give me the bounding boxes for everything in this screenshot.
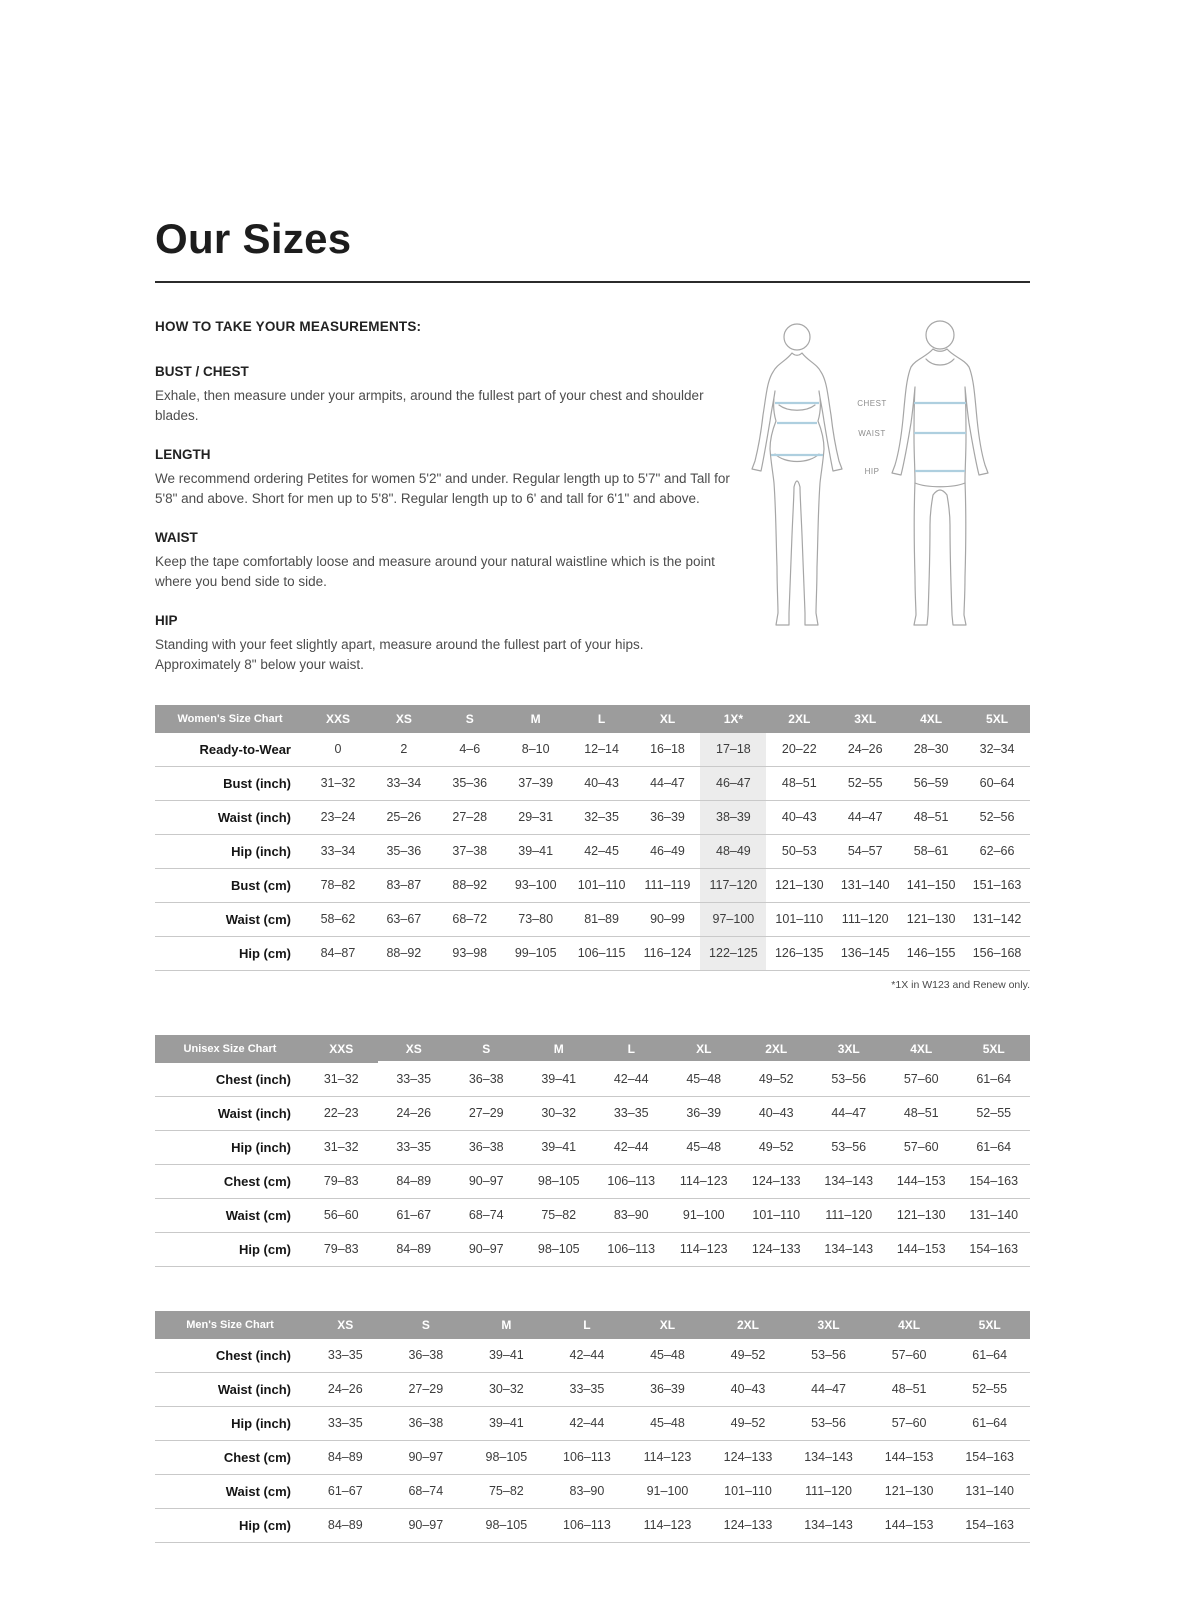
table-row: [155, 902, 1030, 936]
size-cell: 58–61: [898, 834, 964, 868]
row-label: Chest (cm): [155, 1164, 305, 1198]
size-cell: 151–163: [964, 868, 1030, 902]
size-column-header: XXS: [305, 1035, 378, 1063]
bust-chest-text: Exhale, then measure under your armpits, around the fullest part of your chest and shoulder blades.: [155, 388, 704, 423]
size-cell: 68–74: [386, 1474, 467, 1508]
table-row: [155, 1474, 1030, 1508]
size-cell: 131–140: [958, 1198, 1031, 1232]
size-cell: 49–52: [708, 1339, 789, 1373]
size-cell: 33–35: [595, 1096, 668, 1130]
size-cell: 75–82: [466, 1474, 547, 1508]
size-cell: 73–80: [503, 902, 569, 936]
size-cell: 134–143: [788, 1508, 869, 1542]
table-row: [155, 1508, 1030, 1542]
row-label: Hip (inch): [155, 1406, 305, 1440]
size-cell: 0: [305, 733, 371, 767]
size-cell: 36–38: [450, 1063, 523, 1097]
waist-block: [155, 530, 730, 591]
size-cell: 2: [371, 733, 437, 767]
size-cell: 24–26: [378, 1096, 451, 1130]
size-cell: 114–123: [668, 1164, 741, 1198]
size-cell: 81–89: [569, 902, 635, 936]
table-row: [155, 868, 1030, 902]
size-cell: 61–64: [949, 1406, 1030, 1440]
size-cell: 111–120: [788, 1474, 869, 1508]
size-cell: 116–124: [635, 936, 701, 970]
size-cell: 117–120: [700, 868, 766, 902]
size-cell: 48–51: [766, 766, 832, 800]
size-cell: 53–56: [813, 1063, 886, 1097]
size-cell: 61–64: [958, 1130, 1031, 1164]
size-cell: 111–120: [813, 1198, 886, 1232]
size-cell: 33–34: [305, 834, 371, 868]
size-cell: 22–23: [305, 1096, 378, 1130]
size-cell: 44–47: [813, 1096, 886, 1130]
size-cell: 50–53: [766, 834, 832, 868]
size-cell: 25–26: [371, 800, 437, 834]
size-cell: 33–35: [547, 1372, 628, 1406]
size-cell: 84–87: [305, 936, 371, 970]
size-column-header: 5XL: [958, 1035, 1031, 1063]
table-title: Women's Size Chart: [155, 705, 305, 733]
size-cell: 48–51: [898, 800, 964, 834]
size-cell: 99–105: [503, 936, 569, 970]
size-cell: 24–26: [832, 733, 898, 767]
size-column-header: M: [466, 1311, 547, 1339]
size-cell: 37–39: [503, 766, 569, 800]
size-cell: 106–113: [547, 1508, 628, 1542]
size-cell: 52–55: [949, 1372, 1030, 1406]
size-cell: 23–24: [305, 800, 371, 834]
size-cell: 42–44: [547, 1406, 628, 1440]
size-cell: 84–89: [378, 1164, 451, 1198]
size-cell: 32–34: [964, 733, 1030, 767]
size-cell: 124–133: [740, 1164, 813, 1198]
size-cell: 68–74: [450, 1198, 523, 1232]
size-cell: 54–57: [832, 834, 898, 868]
size-column-header: S: [450, 1035, 523, 1063]
size-cell: 97–100: [700, 902, 766, 936]
size-cell: 31–32: [305, 1130, 378, 1164]
size-cell: 141–150: [898, 868, 964, 902]
size-column-header: L: [595, 1035, 668, 1063]
size-cell: 46–49: [635, 834, 701, 868]
size-cell: 39–41: [466, 1406, 547, 1440]
size-cell: 49–52: [708, 1406, 789, 1440]
size-cell: 27–29: [386, 1372, 467, 1406]
bust-chest-block: [155, 364, 730, 425]
size-cell: 101–110: [766, 902, 832, 936]
row-label: Waist (cm): [155, 902, 305, 936]
size-cell: 58–62: [305, 902, 371, 936]
size-cell: 39–41: [523, 1130, 596, 1164]
size-column-header: L: [569, 705, 635, 733]
size-column-header: XS: [378, 1035, 451, 1063]
size-cell: 56–59: [898, 766, 964, 800]
size-cell: 91–100: [627, 1474, 708, 1508]
size-cell: 31–32: [305, 766, 371, 800]
size-cell: 91–100: [668, 1198, 741, 1232]
row-label: Hip (inch): [155, 834, 305, 868]
size-cell: 36–39: [668, 1096, 741, 1130]
table-row: [155, 1164, 1030, 1198]
size-cell: 42–45: [569, 834, 635, 868]
size-cell: 40–43: [766, 800, 832, 834]
size-cell: 154–163: [949, 1508, 1030, 1542]
title-divider: [155, 281, 1030, 283]
size-cell: 24–26: [305, 1372, 386, 1406]
size-cell: 144–153: [885, 1164, 958, 1198]
size-column-header: M: [503, 705, 569, 733]
size-cell: 101–110: [740, 1198, 813, 1232]
size-cell: 28–30: [898, 733, 964, 767]
size-cell: 79–83: [305, 1232, 378, 1266]
size-cell: 45–48: [668, 1130, 741, 1164]
size-cell: 46–47: [700, 766, 766, 800]
size-cell: 106–113: [595, 1164, 668, 1198]
size-cell: 131–142: [964, 902, 1030, 936]
size-cell: 84–89: [305, 1508, 386, 1542]
size-column-header: XL: [668, 1035, 741, 1063]
size-cell: 121–130: [898, 902, 964, 936]
size-cell: 121–130: [766, 868, 832, 902]
size-column-header: 2XL: [708, 1311, 789, 1339]
table-row: [155, 766, 1030, 800]
size-cell: 57–60: [885, 1130, 958, 1164]
size-cell: 124–133: [740, 1232, 813, 1266]
size-cell: 124–133: [708, 1508, 789, 1542]
size-cell: 36–38: [450, 1130, 523, 1164]
size-cell: 56–60: [305, 1198, 378, 1232]
measurement-figures: [730, 313, 1030, 675]
size-cell: 134–143: [813, 1232, 886, 1266]
size-cell: 106–115: [569, 936, 635, 970]
size-cell: 93–100: [503, 868, 569, 902]
size-cell: 12–14: [569, 733, 635, 767]
size-cell: 29–31: [503, 800, 569, 834]
size-cell: 98–105: [523, 1232, 596, 1266]
size-cell: 37–38: [437, 834, 503, 868]
size-cell: 93–98: [437, 936, 503, 970]
size-cell: 53–56: [788, 1406, 869, 1440]
unisex-size-chart-table: [155, 1035, 1030, 1267]
womens-size-chart-table: [155, 705, 1030, 971]
size-cell: 36–39: [635, 800, 701, 834]
size-cell: 146–155: [898, 936, 964, 970]
size-cell: 32–35: [569, 800, 635, 834]
size-cell: 53–56: [813, 1130, 886, 1164]
size-cell: 62–66: [964, 834, 1030, 868]
size-cell: 98–105: [466, 1508, 547, 1542]
size-cell: 44–47: [832, 800, 898, 834]
size-column-header: L: [547, 1311, 628, 1339]
size-cell: 27–28: [437, 800, 503, 834]
measurements-section: [155, 313, 1030, 675]
table-row: [155, 1406, 1030, 1440]
body-measurement-diagram: [730, 315, 1030, 655]
size-cell: 83–87: [371, 868, 437, 902]
size-cell: 78–82: [305, 868, 371, 902]
size-cell: 39–41: [466, 1339, 547, 1373]
size-column-header: M: [523, 1035, 596, 1063]
size-column-header: 4XL: [885, 1035, 958, 1063]
table-row: [155, 1096, 1030, 1130]
size-cell: 45–48: [627, 1406, 708, 1440]
size-cell: 30–32: [466, 1372, 547, 1406]
size-cell: 27–29: [450, 1096, 523, 1130]
size-cell: 154–163: [958, 1232, 1031, 1266]
hip-label: HIP: [864, 467, 880, 476]
size-cell: 134–143: [813, 1164, 886, 1198]
size-column-header: XS: [305, 1311, 386, 1339]
size-cell: 88–92: [371, 936, 437, 970]
size-cell: 156–168: [964, 936, 1030, 970]
section-heading: HOW TO TAKE YOUR MEASUREMENTS:: [155, 319, 422, 334]
size-cell: 40–43: [740, 1096, 813, 1130]
row-label: Waist (inch): [155, 1372, 305, 1406]
length-heading: LENGTH: [155, 447, 211, 463]
row-label: Waist (cm): [155, 1474, 305, 1508]
size-cell: 124–133: [708, 1440, 789, 1474]
size-cell: 44–47: [788, 1372, 869, 1406]
size-column-header: 1X*: [700, 705, 766, 733]
size-cell: 33–34: [371, 766, 437, 800]
size-cell: 131–140: [832, 868, 898, 902]
row-label: Hip (cm): [155, 1508, 305, 1542]
size-cell: 48–51: [869, 1372, 950, 1406]
row-label: Bust (inch): [155, 766, 305, 800]
size-cell: 84–89: [305, 1440, 386, 1474]
size-column-header: 4XL: [869, 1311, 950, 1339]
size-column-header: 3XL: [788, 1311, 869, 1339]
row-label: Bust (cm): [155, 868, 305, 902]
size-cell: 17–18: [700, 733, 766, 767]
size-cell: 42–44: [595, 1063, 668, 1097]
size-cell: 57–60: [869, 1406, 950, 1440]
size-cell: 111–120: [832, 902, 898, 936]
size-cell: 49–52: [740, 1130, 813, 1164]
size-cell: 90–97: [450, 1164, 523, 1198]
row-label: Waist (inch): [155, 800, 305, 834]
size-cell: 114–123: [627, 1508, 708, 1542]
size-cell: 42–44: [595, 1130, 668, 1164]
size-cell: 61–67: [305, 1474, 386, 1508]
size-cell: 57–60: [885, 1063, 958, 1097]
size-column-header: XS: [371, 705, 437, 733]
hip-text: Standing with your feet slightly apart, measure around the fullest part of your hips. Approximately 8" below your waist.: [155, 637, 644, 672]
table-row: [155, 1198, 1030, 1232]
chest-label: CHEST: [857, 399, 887, 408]
size-cell: 52–56: [964, 800, 1030, 834]
waist-label: WAIST: [858, 429, 886, 438]
male-figure-outline: [892, 321, 988, 625]
size-cell: 88–92: [437, 868, 503, 902]
mens-size-chart-table: [155, 1311, 1030, 1543]
size-cell: 45–48: [668, 1063, 741, 1097]
table-row: [155, 1440, 1030, 1474]
size-cell: 114–123: [668, 1232, 741, 1266]
table-row: [155, 1063, 1030, 1097]
size-cell: 36–39: [627, 1372, 708, 1406]
row-label: Chest (cm): [155, 1440, 305, 1474]
table-row: [155, 936, 1030, 970]
row-label: Hip (cm): [155, 1232, 305, 1266]
size-cell: 30–32: [523, 1096, 596, 1130]
size-cell: 49–52: [740, 1063, 813, 1097]
size-cell: 52–55: [832, 766, 898, 800]
hip-heading: HIP: [155, 613, 178, 629]
size-cell: 39–41: [503, 834, 569, 868]
size-column-header: 3XL: [832, 705, 898, 733]
size-cell: 101–110: [569, 868, 635, 902]
size-cell: 106–113: [547, 1440, 628, 1474]
size-cell: 84–89: [378, 1232, 451, 1266]
size-cell: 61–64: [958, 1063, 1031, 1097]
size-cell: 144–153: [885, 1232, 958, 1266]
size-column-header: 3XL: [813, 1035, 886, 1063]
size-cell: 36–38: [386, 1339, 467, 1373]
table-row: [155, 733, 1030, 767]
size-cell: 121–130: [869, 1474, 950, 1508]
size-cell: 83–90: [547, 1474, 628, 1508]
table-title: Unisex Size Chart: [155, 1035, 305, 1063]
waist-heading: WAIST: [155, 530, 198, 546]
table-row: [155, 1232, 1030, 1266]
size-cell: 154–163: [949, 1440, 1030, 1474]
size-cell: 144–153: [869, 1508, 950, 1542]
size-cell: 57–60: [869, 1339, 950, 1373]
row-label: Waist (inch): [155, 1096, 305, 1130]
size-cell: 90–99: [635, 902, 701, 936]
size-column-header: XL: [635, 705, 701, 733]
size-cell: 134–143: [788, 1440, 869, 1474]
size-column-header: S: [437, 705, 503, 733]
size-column-header: 2XL: [766, 705, 832, 733]
size-cell: 42–44: [547, 1339, 628, 1373]
table-row: [155, 1339, 1030, 1373]
size-cell: 68–72: [437, 902, 503, 936]
size-column-header: 5XL: [964, 705, 1030, 733]
table-row: [155, 800, 1030, 834]
size-cell: 45–48: [627, 1339, 708, 1373]
size-cell: 61–64: [949, 1339, 1030, 1373]
size-column-header: 2XL: [740, 1035, 813, 1063]
size-cell: 106–113: [595, 1232, 668, 1266]
row-label: Hip (inch): [155, 1130, 305, 1164]
bust-chest-heading: BUST / CHEST: [155, 364, 249, 379]
size-cell: 39–41: [523, 1063, 596, 1097]
row-label: Waist (cm): [155, 1198, 305, 1232]
size-cell: 101–110: [708, 1474, 789, 1508]
size-cell: 20–22: [766, 733, 832, 767]
length-text: We recommend ordering Petites for women 5'2" and under. Regular length up to 5'7" and Tall for 5'8" and above. Short for men up to 5'8". Regular length up to 6' and tall for 6'1" and above.: [155, 471, 730, 506]
table-title: Men's Size Chart: [155, 1311, 305, 1339]
size-cell: 98–105: [523, 1164, 596, 1198]
size-cell: 33–35: [378, 1130, 451, 1164]
table-footnote: *1X in W123 and Renew only.: [891, 978, 1030, 991]
size-column-header: XXS: [305, 705, 371, 733]
size-cell: 126–135: [766, 936, 832, 970]
size-cell: 48–49: [700, 834, 766, 868]
measurement-instructions: [155, 313, 730, 675]
size-cell: 144–153: [869, 1440, 950, 1474]
size-cell: 31–32: [305, 1063, 378, 1097]
size-cell: 38–39: [700, 800, 766, 834]
table-row: [155, 834, 1030, 868]
size-cell: 60–64: [964, 766, 1030, 800]
table-row: [155, 1130, 1030, 1164]
table-row: [155, 1372, 1030, 1406]
size-cell: 52–55: [958, 1096, 1031, 1130]
size-cell: 8–10: [503, 733, 569, 767]
size-cell: 131–140: [949, 1474, 1030, 1508]
size-cell: 48–51: [885, 1096, 958, 1130]
size-cell: 121–130: [885, 1198, 958, 1232]
row-label: Hip (cm): [155, 936, 305, 970]
size-cell: 90–97: [386, 1440, 467, 1474]
size-cell: 154–163: [958, 1164, 1031, 1198]
size-cell: 90–97: [450, 1232, 523, 1266]
hip-block: [155, 613, 730, 674]
size-column-header: XL: [627, 1311, 708, 1339]
size-cell: 35–36: [371, 834, 437, 868]
size-cell: 63–67: [371, 902, 437, 936]
size-cell: 83–90: [595, 1198, 668, 1232]
row-label: Chest (inch): [155, 1063, 305, 1097]
size-cell: 4–6: [437, 733, 503, 767]
size-cell: 16–18: [635, 733, 701, 767]
size-cell: 36–38: [386, 1406, 467, 1440]
size-cell: 122–125: [700, 936, 766, 970]
row-label: Ready-to-Wear: [155, 733, 305, 767]
size-cell: 33–35: [378, 1063, 451, 1097]
size-column-header: 5XL: [949, 1311, 1030, 1339]
size-cell: 98–105: [466, 1440, 547, 1474]
length-block: [155, 447, 730, 508]
waist-text: Keep the tape comfortably loose and measure around your natural waistline which is the point where you bend side to side.: [155, 554, 715, 589]
size-cell: 111–119: [635, 868, 701, 902]
size-column-header: 4XL: [898, 705, 964, 733]
page-title: Our Sizes: [155, 215, 352, 262]
size-cell: 79–83: [305, 1164, 378, 1198]
size-cell: 40–43: [569, 766, 635, 800]
size-cell: 35–36: [437, 766, 503, 800]
size-cell: 33–35: [305, 1406, 386, 1440]
size-cell: 90–97: [386, 1508, 467, 1542]
size-cell: 44–47: [635, 766, 701, 800]
size-cell: 33–35: [305, 1339, 386, 1373]
row-label: Chest (inch): [155, 1339, 305, 1373]
size-column-header: S: [386, 1311, 467, 1339]
size-cell: 40–43: [708, 1372, 789, 1406]
female-figure-outline: [752, 324, 842, 625]
size-cell: 61–67: [378, 1198, 451, 1232]
size-cell: 136–145: [832, 936, 898, 970]
size-cell: 75–82: [523, 1198, 596, 1232]
size-cell: 114–123: [627, 1440, 708, 1474]
size-cell: 53–56: [788, 1339, 869, 1373]
